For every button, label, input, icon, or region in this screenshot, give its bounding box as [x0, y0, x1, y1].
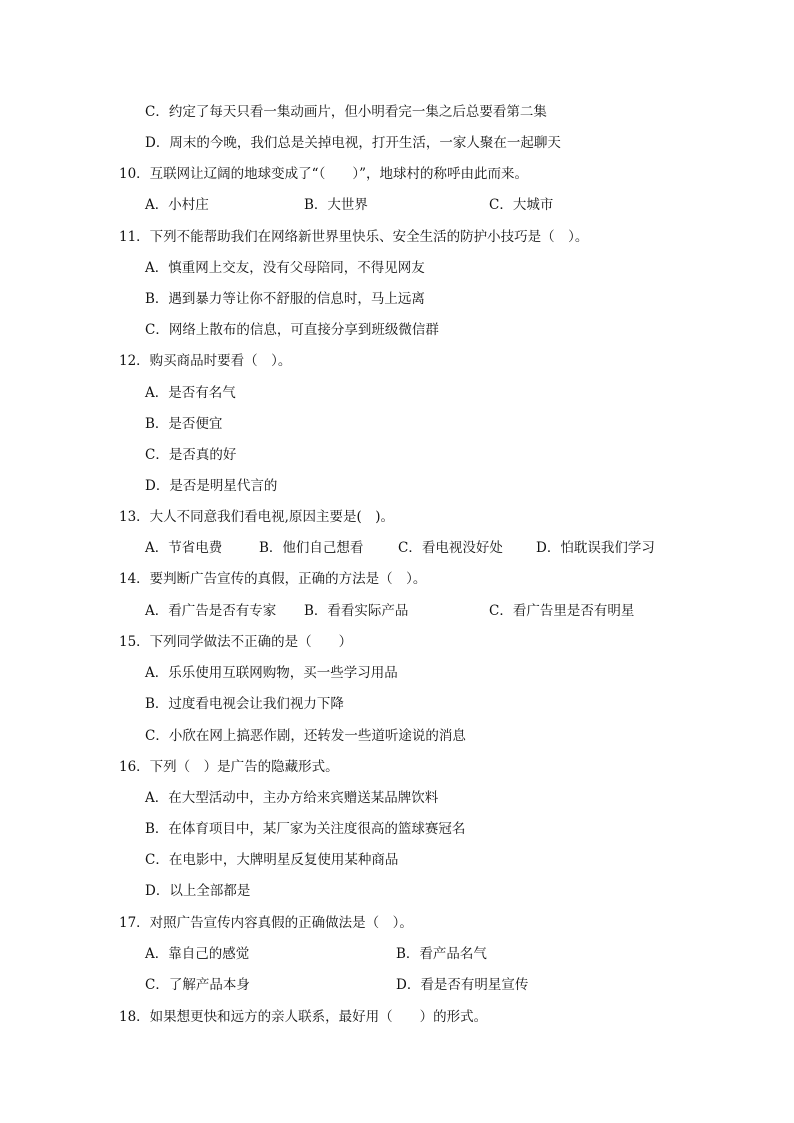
question-15: 15．下列同学做法不正确的是（ ）	[119, 634, 353, 650]
question-14: 14．要判断广告宣传的真假，正确的方法是（ ）。	[119, 571, 427, 587]
option-16b: B．在体育项目中，某厂家为关注度很高的篮球赛冠名	[145, 821, 466, 837]
option-13b: B．他们自己想看	[259, 540, 364, 556]
option-11c: C．网络上散布的信息，可直接分享到班级微信群	[145, 322, 439, 338]
option-16a: A．在大型活动中，主办方给来宾赠送某品牌饮料	[145, 790, 439, 806]
option-9c: C．约定了每天只看一集动画片，但小明看完一集之后总要看第二集	[145, 104, 547, 120]
option-10a: A．小村庄	[145, 197, 209, 213]
question-13: 13．大人不同意我们看电视,原因主要是( )。	[119, 509, 395, 525]
option-14c: C．看广告里是否有明星	[489, 603, 635, 619]
option-11b: B．遇到暴力等让你不舒服的信息时，马上远离	[145, 291, 425, 307]
question-17: 17．对照广告宣传内容真假的正确做法是（ ）。	[119, 915, 413, 931]
question-18: 18．如果想更快和远方的亲人联系，最好用（ ）的形式。	[119, 1009, 488, 1025]
option-13d: D．怕耽误我们学习	[536, 540, 655, 556]
option-11a: A．慎重网上交友，没有父母陪同，不得见网友	[145, 260, 425, 276]
option-17b: B．看产品名气	[396, 946, 487, 962]
option-13c: C．看电视没好处	[398, 540, 503, 556]
option-14b: B．看看实际产品	[304, 603, 409, 619]
option-12d: D．是否是明星代言的	[145, 478, 278, 494]
option-15a: A．乐乐使用互联网购物，买一些学习用品	[145, 665, 398, 681]
option-12a: A．是否有名气	[145, 385, 236, 401]
option-17d: D．看是否有明星宣传	[396, 977, 529, 993]
option-14a: A．看广告是否有专家	[145, 603, 277, 619]
option-10c: C．大城市	[489, 197, 554, 213]
option-17c: C．了解产品本身	[145, 977, 250, 993]
option-16c: C．在电影中，大牌明星反复使用某种商品	[145, 852, 399, 868]
option-12c: C．是否真的好	[145, 447, 237, 463]
option-10b: B．大世界	[304, 197, 368, 213]
option-9d: D．周末的今晚，我们总是关掉电视，打开生活，一家人聚在一起聊天	[145, 135, 561, 151]
question-16: 16．下列（ ）是广告的隐藏形式。	[119, 759, 339, 775]
question-12: 12．购买商品时要看（ ）。	[119, 353, 292, 369]
option-15b: B．过度看电视会让我们视力下降	[145, 696, 344, 712]
question-11: 11．下列不能帮助我们在网络新世界里快乐、安全生活的防护小技巧是（ ）。	[119, 229, 589, 245]
option-16d: D．以上全部都是	[145, 883, 251, 899]
option-12b: B．是否便宜	[145, 416, 223, 432]
option-13a: A．节省电费	[145, 540, 223, 556]
option-17a: A．靠自己的感觉	[145, 946, 250, 962]
question-10: 10．互联网让辽阔的地球变成了“（ ）”，地球村的称呼由此而来。	[119, 166, 528, 182]
option-15c: C．小欣在网上搞恶作剧，还转发一些道听途说的消息	[145, 728, 466, 744]
